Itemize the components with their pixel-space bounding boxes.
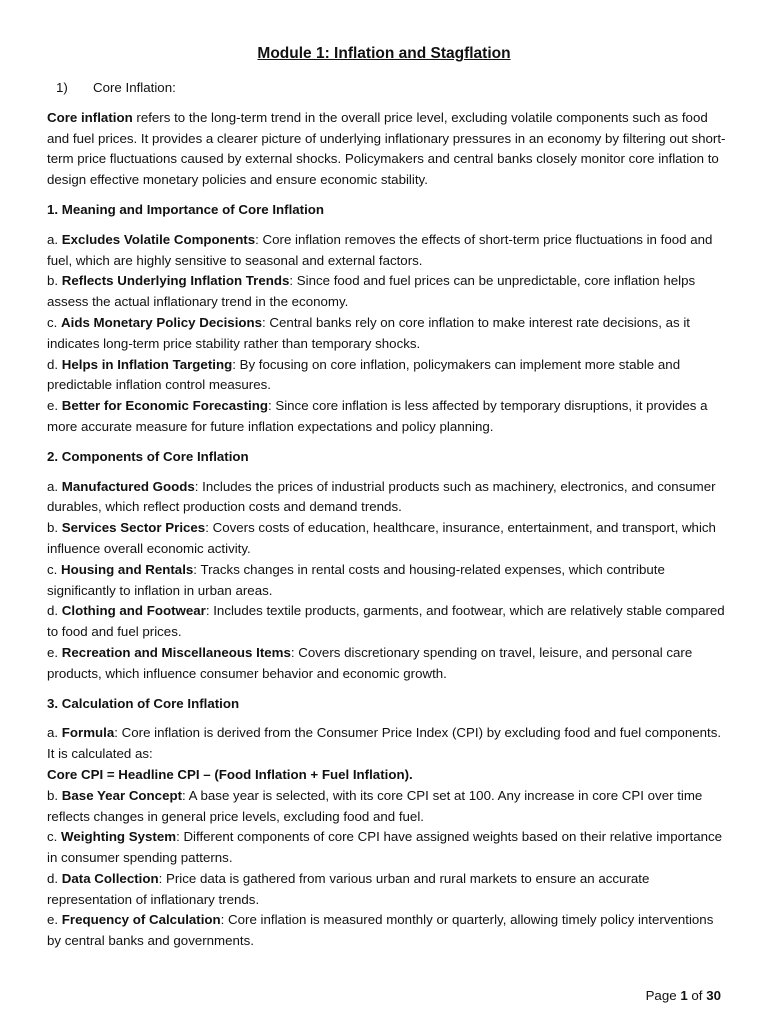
section-items-calculation xyxy=(47,723,727,952)
item-prefix: b. xyxy=(47,273,62,289)
section-heading-calculation: 3. Calculation of Core Inflation xyxy=(47,695,240,711)
item-prefix: e. xyxy=(47,912,62,928)
item-term: Frequency of Calculation xyxy=(61,912,221,928)
item-prefix: d. xyxy=(47,870,62,886)
item-term: Base Year Concept xyxy=(61,787,183,803)
list-item xyxy=(47,396,727,438)
item-text: : Core inflation is derived from the Consumer Price Index (CPI) by excluding food and fuel components. It is calculated as: xyxy=(47,725,722,762)
item-prefix: e. xyxy=(47,644,62,660)
item-text: : Covers costs of education, healthcare, insurance, entertainment, and transport, which influence overall economic activity. xyxy=(47,520,716,556)
page-label: Page xyxy=(645,988,681,1003)
item-term: Housing and Rentals xyxy=(61,561,194,577)
page-of: of xyxy=(687,988,707,1003)
item-term: Better for Economic Forecasting xyxy=(61,398,268,414)
document-title: Module 1: Inflation and Stagflation xyxy=(257,45,511,62)
item-text: : Tracks changes in rental costs and housing-related expenses, which contribute significantly to inflation in urban areas. xyxy=(47,561,665,598)
item-term: Reflects Underlying Inflation Trends xyxy=(61,273,290,289)
section-items-meaning xyxy=(47,230,727,438)
item-prefix: c. xyxy=(47,314,62,330)
list-item xyxy=(47,869,727,911)
section-heading-components: 2. Components of Core Inflation xyxy=(47,448,249,464)
item-term: Data Collection xyxy=(61,870,159,886)
list-item xyxy=(47,313,727,355)
item-text: : Covers discretionary spending on travel, leisure, and personal care products, which influence consumer behavior and economic growth. xyxy=(47,644,693,681)
item-term: Manufactured Goods xyxy=(61,478,195,494)
item-prefix: c. xyxy=(47,829,62,845)
list-item xyxy=(47,477,727,519)
item-term: Clothing and Footwear xyxy=(61,603,206,619)
main-section-number: 1) xyxy=(56,80,68,95)
item-prefix: a. xyxy=(47,725,62,741)
list-item xyxy=(47,910,727,952)
item-term: Excludes Volatile Components xyxy=(61,231,256,247)
list-item xyxy=(47,230,727,272)
main-section-label: Core Inflation: xyxy=(93,80,176,95)
item-text: : Core inflation removes the effects of short-term price fluctuations in food and fuel, which are highly sensitive to seasonal and external factors. xyxy=(47,231,713,268)
item-text: : By focusing on core inflation, policymakers can implement more stable and predictable inflation control measures. xyxy=(47,356,681,393)
item-prefix: e. xyxy=(47,398,62,414)
item-prefix: a. xyxy=(47,231,62,247)
list-item xyxy=(47,518,727,560)
item-prefix: b. xyxy=(47,520,62,536)
list-item xyxy=(47,786,727,828)
item-term: Helps in Inflation Targeting xyxy=(61,356,233,372)
list-item xyxy=(47,827,727,869)
item-text: : Includes textile products, garments, and footwear, which are relatively stable compared to food and fuel prices. xyxy=(47,603,725,640)
list-item xyxy=(47,723,727,765)
section-items-components xyxy=(47,477,727,685)
item-prefix: b. xyxy=(47,787,62,803)
total-pages: 30 xyxy=(706,988,721,1003)
list-item xyxy=(47,271,727,313)
formula-period: . xyxy=(409,766,413,782)
item-term: Recreation and Miscellaneous Items xyxy=(61,644,291,660)
document-body xyxy=(47,78,727,961)
core-cpi-formula xyxy=(47,765,727,786)
item-text: : Different components of core CPI have assigned weights based on their relative importance in consumer spending patterns. xyxy=(47,829,723,866)
item-prefix: c. xyxy=(47,561,62,577)
list-item xyxy=(47,601,727,643)
item-prefix: a. xyxy=(47,478,62,494)
main-section-heading xyxy=(47,78,727,99)
section-heading-meaning: 1. Meaning and Importance of Core Inflation xyxy=(47,201,325,217)
item-text: : Price data is gathered from various urban and rural markets to ensure an accurate representation of inflationary trends. xyxy=(47,870,650,907)
item-prefix: d. xyxy=(47,603,62,619)
list-item xyxy=(47,643,727,685)
item-prefix: d. xyxy=(47,356,62,372)
intro-text: refers to the long-term trend in the overall price level, excluding volatile components such as food and fuel prices. It provides a clearer picture of underlying inflationary pressures in an economy by filtering out short-term price fluctuations caused by external shocks. Policymakers and central banks closely monitor core inflation to design effective monetary policies and ensure economic stability. xyxy=(47,109,726,188)
item-term: Aids Monetary Policy Decisions xyxy=(61,314,263,330)
item-text: : Central banks rely on core inflation to make interest rate decisions, as it indicates long-term price stability rather than temporary shocks. xyxy=(47,314,690,351)
item-text: : A base year is selected, with its core CPI set at 100. Any increase in core CPI over time reflects changes in general price levels, excluding food and fuel. xyxy=(47,787,703,824)
item-text: : Includes the prices of industrial products such as machinery, electronics, and consumer durables, which reflect production costs and demand trends. xyxy=(47,478,716,515)
page-number xyxy=(646,986,721,1006)
current-page: 1 xyxy=(680,988,688,1003)
item-text: : Core inflation is measured monthly or quarterly, allowing timely policy interventions by central banks and governments. xyxy=(47,912,714,949)
item-term: Services Sector Prices xyxy=(61,520,206,536)
list-item xyxy=(47,560,727,602)
item-term: Weighting System xyxy=(61,829,177,845)
intro-paragraph xyxy=(47,108,727,191)
formula-text: Core CPI = Headline CPI – (Food Inflation + Fuel Inflation) xyxy=(47,766,409,782)
item-term: Formula xyxy=(61,725,115,741)
item-text: : Since core inflation is less affected by temporary disruptions, it provides a more accurate measure for future inflation expectations and policy planning. xyxy=(47,398,708,434)
item-text: : Since food and fuel prices can be unpredictable, core inflation helps assess the actual inflationary trend in the economy. xyxy=(47,273,696,310)
intro-term: Core inflation xyxy=(47,109,133,125)
list-item xyxy=(47,355,727,397)
